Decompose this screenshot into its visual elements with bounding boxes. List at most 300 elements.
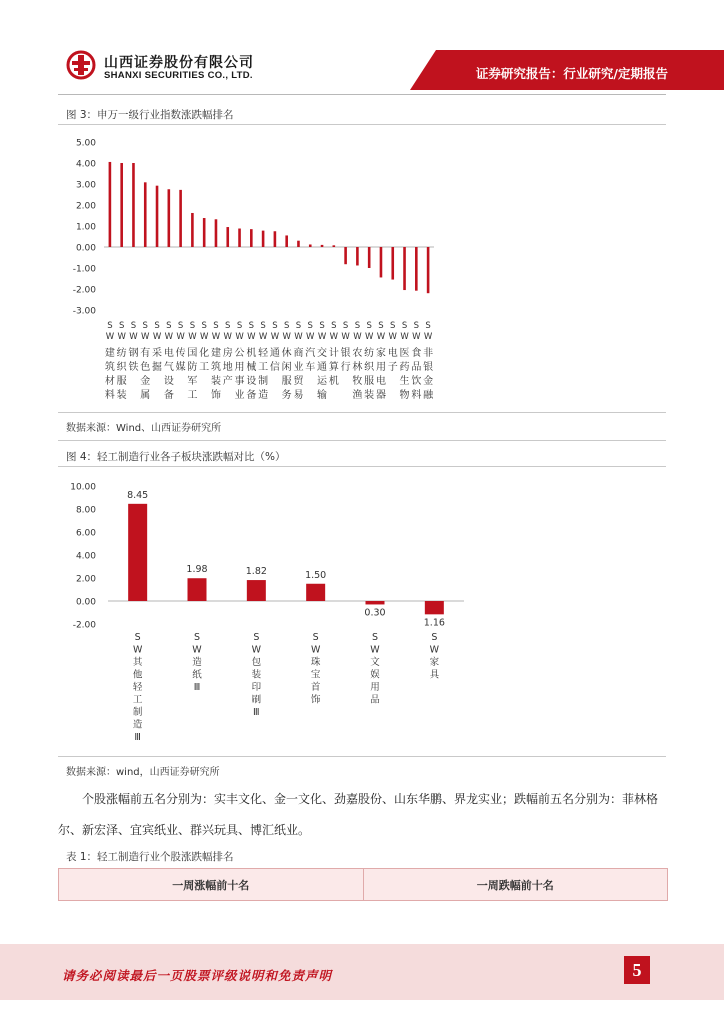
category-label — [400, 321, 410, 401]
category-label-char: 服 — [281, 376, 292, 387]
category-label-char: W — [251, 644, 262, 656]
category-label-prefix: W — [412, 332, 421, 342]
category-label — [223, 321, 233, 387]
category-label-char: 服 — [116, 376, 127, 387]
category-label-char: 农 — [352, 348, 363, 359]
category-label-prefix: S — [390, 321, 396, 331]
category-label-char: 装 — [210, 376, 221, 387]
industry-bar — [380, 247, 383, 277]
category-label-prefix: S — [378, 321, 384, 331]
industry-bar — [368, 247, 371, 268]
category-label-char: 气 — [163, 362, 174, 373]
category-label-char: 设 — [163, 376, 174, 387]
category-label-char: 轻 — [132, 682, 143, 693]
category-label-char: 融 — [423, 390, 434, 401]
category-label-prefix: S — [177, 321, 184, 331]
category-label — [211, 321, 221, 401]
category-label-char: 易 — [293, 390, 304, 401]
stock-ranking-table — [58, 868, 668, 901]
y-tick-label: 2.00 — [75, 574, 96, 585]
category-label-prefix: W — [294, 332, 303, 342]
category-label — [282, 321, 292, 401]
category-label-prefix: W — [247, 332, 256, 342]
category-label-char: 刷 — [251, 694, 262, 706]
figure4-source: 数据来源：wind，山西证券研究所 — [66, 767, 220, 778]
subsector-bar — [366, 601, 385, 604]
industry-bar — [168, 189, 171, 247]
category-label-char: 包 — [251, 657, 262, 668]
category-label — [128, 321, 138, 373]
category-label-prefix: S — [201, 321, 207, 331]
category-label-char: 轻 — [258, 348, 269, 359]
category-label — [317, 321, 328, 401]
y-tick-label: 10.00 — [70, 482, 96, 493]
subsector-bar — [188, 578, 207, 601]
category-label-char: 电 — [163, 348, 174, 359]
category-label-char: 用 — [370, 682, 380, 693]
category-label-prefix: S — [283, 321, 290, 331]
category-label-prefix: S — [425, 321, 431, 331]
y-tick-label: -1.00 — [72, 264, 96, 275]
category-label-char: 媒 — [175, 362, 186, 373]
category-label-char: 印 — [251, 682, 262, 693]
category-label-prefix: S — [319, 321, 325, 331]
category-label-char: S — [371, 632, 379, 643]
category-label-prefix: W — [176, 332, 185, 342]
category-label-prefix: S — [248, 321, 255, 331]
category-label-prefix: S — [225, 321, 231, 331]
category-label — [388, 321, 398, 373]
category-label-prefix: S — [118, 321, 125, 331]
category-label — [152, 321, 162, 373]
category-label-char: 防 — [187, 362, 198, 373]
category-label-char: 输 — [317, 390, 328, 401]
category-label-char: 医 — [399, 348, 410, 359]
category-label-char: 生 — [399, 376, 410, 387]
category-label-prefix: S — [142, 321, 148, 331]
category-label-char: 料 — [411, 390, 422, 401]
category-label-char: 建 — [210, 348, 221, 359]
category-label-char: 械 — [246, 362, 257, 373]
category-label-char: 机 — [246, 348, 257, 359]
category-label-prefix: S — [260, 321, 266, 331]
category-label — [164, 321, 174, 401]
category-label-prefix: W — [282, 332, 291, 342]
industry-bar — [309, 244, 312, 247]
y-tick-label: -2.00 — [72, 620, 96, 631]
category-label-char: 行 — [340, 362, 351, 373]
category-label-char: 军 — [187, 376, 198, 387]
data-label: 1.50 — [305, 569, 327, 581]
subsector-bar — [425, 601, 444, 614]
industry-bar — [427, 247, 430, 293]
category-label-char: 银 — [423, 362, 434, 373]
category-label-char: 饮 — [411, 376, 422, 387]
category-label-prefix: W — [364, 332, 374, 342]
category-label-prefix: S — [272, 321, 278, 331]
category-label — [270, 321, 280, 373]
category-label-char: 制 — [132, 707, 143, 718]
category-label — [235, 321, 245, 401]
category-label — [293, 321, 304, 401]
category-label-char: 备 — [163, 390, 174, 401]
category-label-char: 药 — [399, 362, 410, 373]
y-tick-label: 8.00 — [75, 505, 96, 516]
category-label-char: S — [431, 632, 438, 643]
category-label-char: 房 — [222, 348, 233, 359]
y-tick-label: 0.00 — [75, 243, 96, 254]
industry-bar — [356, 247, 359, 265]
industry-bar — [203, 218, 206, 247]
data-label: 0.30 — [364, 607, 386, 619]
industry-bar — [144, 182, 147, 247]
category-label-char: 纺 — [116, 348, 127, 359]
category-label-char: 务 — [281, 390, 292, 401]
category-label-char: 工 — [187, 390, 198, 401]
category-label — [341, 321, 351, 373]
category-label-char: 色 — [140, 362, 151, 373]
category-label-prefix: W — [317, 332, 327, 342]
category-label-prefix: W — [188, 332, 197, 342]
category-label-prefix: S — [236, 321, 243, 331]
y-tick-label: 4.00 — [75, 159, 96, 170]
category-label-char: 珠 — [310, 657, 321, 668]
category-label-prefix: W — [105, 332, 115, 342]
category-label-char: 国 — [187, 348, 198, 359]
category-label-char: 业 — [234, 390, 245, 401]
category-label-char: 掘 — [152, 362, 163, 373]
category-label — [252, 632, 262, 718]
category-label-prefix: W — [152, 332, 162, 342]
data-label: 1.82 — [245, 566, 267, 578]
industry-bar — [250, 229, 253, 247]
category-label-char: 计 — [328, 348, 339, 359]
category-label-char: 产 — [222, 376, 233, 387]
category-label-char: 林 — [352, 362, 363, 373]
category-label-char: 贸 — [293, 376, 304, 387]
y-tick-label: 2.00 — [75, 201, 96, 212]
category-label — [364, 321, 375, 401]
category-label-char: 品 — [370, 694, 380, 706]
category-label-char: 钢 — [128, 348, 139, 359]
table-header-top-gainers: 一周涨幅前十名 — [59, 869, 363, 900]
category-label-char: 电 — [375, 376, 386, 387]
category-label-char: 服 — [364, 376, 375, 387]
category-label-prefix: W — [164, 332, 174, 342]
category-label-char: Ⅲ — [253, 707, 260, 718]
category-label-char: 事 — [234, 376, 245, 387]
industry-bar — [344, 247, 347, 264]
category-label-prefix: W — [423, 332, 433, 342]
category-label-char: 运 — [317, 376, 328, 387]
category-label-char: 家 — [375, 348, 386, 359]
table1-caption: 表 1：轻工制造行业个股涨跌幅排名 — [66, 851, 234, 863]
category-label-prefix: W — [223, 332, 232, 342]
category-label-char: 家 — [429, 657, 440, 668]
category-label-char: 电 — [387, 348, 398, 359]
category-label-prefix: W — [129, 332, 138, 342]
category-label-prefix: W — [270, 332, 280, 342]
category-label-prefix: W — [235, 332, 244, 342]
category-label-char: 休 — [281, 348, 292, 359]
category-label-char: 公 — [234, 348, 245, 359]
category-label-prefix: S — [366, 321, 372, 331]
category-label-prefix: S — [354, 321, 361, 331]
category-label-char: S — [193, 632, 201, 643]
company-name-cn: 山西证券股份有限公司 — [104, 55, 254, 71]
category-label-char: 牧 — [352, 376, 363, 387]
category-label-char: 渔 — [352, 390, 363, 401]
category-label-char: Ⅲ — [193, 682, 201, 693]
category-label — [187, 321, 197, 401]
subsector-bar — [247, 580, 266, 601]
category-label-char: 工 — [132, 694, 143, 706]
category-label-char: 娱 — [370, 669, 380, 681]
industry-bar — [109, 162, 112, 247]
category-label-prefix: W — [400, 332, 409, 342]
category-label-char: 装 — [116, 390, 127, 401]
industry-bar — [215, 219, 218, 247]
category-label-char: 器 — [375, 390, 386, 401]
industry-bar — [156, 186, 159, 247]
category-label-char: 织 — [364, 362, 375, 373]
industry-bar — [132, 163, 135, 247]
category-label-prefix: S — [130, 321, 137, 331]
category-label-char: 装 — [364, 390, 375, 401]
industry-bar — [179, 190, 182, 247]
category-label — [305, 321, 315, 373]
header-divider — [58, 94, 666, 95]
category-label-char: S — [312, 632, 319, 643]
industry-bar — [226, 227, 229, 247]
category-label-prefix: S — [154, 321, 160, 331]
category-label-prefix: S — [331, 321, 337, 331]
category-label-char: 地 — [222, 362, 233, 373]
category-label — [430, 632, 440, 681]
category-label-char: 银 — [340, 348, 351, 359]
category-label-char: 他 — [132, 669, 143, 681]
disclaimer-notice: 请务必阅读最后一页股票评级说明和免责声明 — [62, 968, 333, 983]
category-label-prefix: S — [166, 321, 172, 331]
category-label-char: 品 — [411, 362, 422, 373]
category-label-char: 工 — [199, 362, 210, 373]
category-label-prefix: S — [107, 321, 113, 331]
category-label-char: 造 — [132, 719, 143, 731]
category-label-prefix: S — [342, 321, 349, 331]
category-label — [376, 321, 386, 401]
category-label-char: W — [192, 644, 202, 656]
category-label-char: 交 — [317, 348, 328, 359]
category-label-char: 装 — [251, 669, 262, 681]
category-label-prefix: S — [295, 321, 302, 331]
category-label-char: 有 — [140, 348, 151, 359]
category-label-prefix: S — [213, 321, 219, 331]
category-label-char: 具 — [429, 669, 440, 681]
subsector-bar — [128, 504, 147, 601]
category-label-char: 宝 — [310, 669, 321, 681]
category-label-char: 纸 — [192, 669, 202, 681]
category-label-char: 食 — [411, 348, 422, 359]
category-label-prefix: W — [376, 332, 386, 342]
category-label-prefix: S — [401, 321, 408, 331]
industry-bar — [297, 241, 300, 247]
category-label — [352, 321, 362, 401]
category-label-char: 采 — [152, 348, 163, 359]
category-label-char: 属 — [140, 390, 151, 401]
category-label-char: W — [310, 644, 321, 656]
category-label-prefix: W — [353, 332, 362, 342]
category-label-char: 传 — [175, 348, 186, 359]
category-label — [105, 321, 115, 401]
category-label — [258, 321, 269, 401]
shanxi-securities-logo-icon — [66, 50, 96, 80]
category-label-char: 金 — [140, 376, 151, 387]
category-label — [423, 321, 434, 401]
category-label-char: 汽 — [305, 348, 316, 359]
category-label — [117, 321, 128, 401]
category-label-char: W — [370, 644, 380, 656]
category-label-char: 物 — [399, 390, 410, 401]
category-label-prefix: W — [341, 332, 350, 342]
data-label: 1.16 — [423, 617, 445, 629]
figure3-caption: 图 3：申万一级行业指数涨跌幅排名 — [66, 109, 234, 121]
y-tick-label: 6.00 — [75, 528, 96, 539]
category-label-char: 造 — [192, 657, 202, 668]
data-label: 1.98 — [186, 564, 208, 576]
category-label-prefix: S — [307, 321, 313, 331]
category-label-char: 筑 — [104, 362, 115, 373]
category-label-char: 算 — [328, 362, 339, 373]
category-label-char: 制 — [258, 376, 269, 387]
page-number: 5 — [624, 956, 650, 984]
category-label-char: 材 — [104, 376, 115, 387]
category-label-char: 化 — [199, 348, 210, 359]
company-name-en: SHANXI SECURITIES CO., LTD. — [104, 70, 253, 81]
category-label-char: 设 — [246, 376, 257, 387]
category-label-char: 金 — [423, 376, 434, 387]
category-label — [140, 321, 150, 401]
figure3-source: 数据来源：Wind、山西证券研究所 — [66, 423, 222, 434]
category-label-char: 非 — [423, 348, 434, 359]
category-label-prefix: S — [189, 321, 196, 331]
category-label — [246, 321, 256, 401]
industry-bar — [415, 247, 418, 291]
category-label-char: 建 — [104, 348, 115, 359]
category-label-prefix: W — [258, 332, 268, 342]
category-label-char: 车 — [305, 362, 316, 373]
y-tick-label: 0.00 — [75, 597, 96, 608]
category-label-char: 料 — [104, 390, 115, 401]
y-tick-label: -3.00 — [72, 306, 96, 317]
category-label-char: 筑 — [210, 362, 221, 373]
y-tick-label: 1.00 — [75, 222, 96, 233]
category-label-char: W — [429, 644, 440, 656]
category-label-char: 织 — [116, 362, 127, 373]
category-label-prefix: W — [306, 332, 315, 342]
stock-ranking-paragraph: 个股涨幅前五名分别为：实丰文化、金一文化、劲嘉股份、山东华鹏、界龙实业；跌幅前五名分别为：菲林格尔、新宏泽、宜宾纸业、群兴玩具、博汇纸业。 — [58, 792, 659, 837]
industry-index-change-chart — [58, 128, 666, 410]
industry-bar — [321, 245, 324, 247]
category-label-char: 造 — [258, 390, 269, 401]
category-label-char: 机 — [328, 376, 339, 387]
category-label-char: 其 — [132, 657, 143, 668]
data-label: 8.45 — [127, 489, 149, 501]
category-label-char: Ⅲ — [134, 732, 141, 743]
y-tick-label: 4.00 — [75, 551, 96, 562]
subsector-change-chart — [58, 470, 666, 754]
category-label-char: 商 — [293, 348, 304, 359]
category-label — [192, 632, 202, 693]
page-header — [0, 0, 724, 92]
figure4-bottom-rule — [58, 756, 666, 757]
industry-bar — [285, 235, 288, 247]
category-label-char: 备 — [246, 390, 257, 401]
category-label-char: S — [134, 632, 141, 643]
industry-bar — [391, 247, 394, 280]
industry-bar — [274, 231, 277, 247]
category-label-prefix: S — [413, 321, 420, 331]
category-label-char: 铁 — [128, 362, 139, 373]
category-label — [329, 321, 339, 387]
industry-bar — [238, 229, 241, 247]
category-label — [370, 632, 380, 706]
category-label — [176, 321, 186, 373]
report-type: 证券研究报告：行业研究/定期报告 — [475, 66, 668, 81]
category-label-prefix: W — [141, 332, 150, 342]
industry-bar — [191, 213, 194, 247]
category-label-char: 饰 — [310, 694, 321, 706]
category-label-prefix: W — [211, 332, 221, 342]
category-label-prefix: W — [329, 332, 339, 342]
table-header-top-losers: 一周跌幅前十名 — [363, 869, 668, 900]
industry-bar — [120, 163, 123, 247]
category-label-prefix: W — [199, 332, 209, 342]
industry-bar — [333, 245, 336, 247]
figure3-bottom-rule — [58, 412, 666, 413]
category-label-char: 闲 — [281, 362, 292, 373]
figure4-top-rule — [58, 440, 666, 441]
category-label — [199, 321, 209, 373]
category-label-char: 用 — [234, 362, 245, 373]
figure3-top-rule — [58, 124, 666, 125]
industry-bar — [403, 247, 406, 290]
y-tick-label: -2.00 — [72, 285, 96, 296]
category-label — [311, 632, 321, 706]
category-label-char: 子 — [387, 362, 398, 373]
category-label-char: 饰 — [210, 390, 221, 401]
category-label-char: 信 — [269, 362, 280, 373]
category-label — [411, 321, 421, 401]
category-label-char: 用 — [375, 362, 386, 373]
category-label-char: 纺 — [364, 348, 375, 359]
category-label-prefix: W — [388, 332, 397, 342]
category-label-char: S — [253, 632, 260, 643]
category-label — [133, 632, 143, 743]
category-label-char: 通 — [269, 348, 280, 359]
category-label-char: 工 — [258, 362, 269, 373]
category-label-char: 文 — [370, 657, 380, 668]
y-tick-label: 3.00 — [75, 180, 96, 191]
industry-bar — [262, 231, 265, 247]
y-tick-label: 5.00 — [75, 138, 96, 149]
category-label-char: 业 — [293, 362, 304, 373]
category-label-prefix: W — [117, 332, 126, 342]
category-label-char: W — [132, 644, 143, 656]
category-label-char: 首 — [310, 682, 321, 693]
category-label-char: 通 — [317, 362, 328, 373]
figure4-caption: 图 4：轻工制造行业各子板块涨跌幅对比（%） — [66, 451, 286, 463]
figure4-header-rule — [58, 466, 666, 467]
